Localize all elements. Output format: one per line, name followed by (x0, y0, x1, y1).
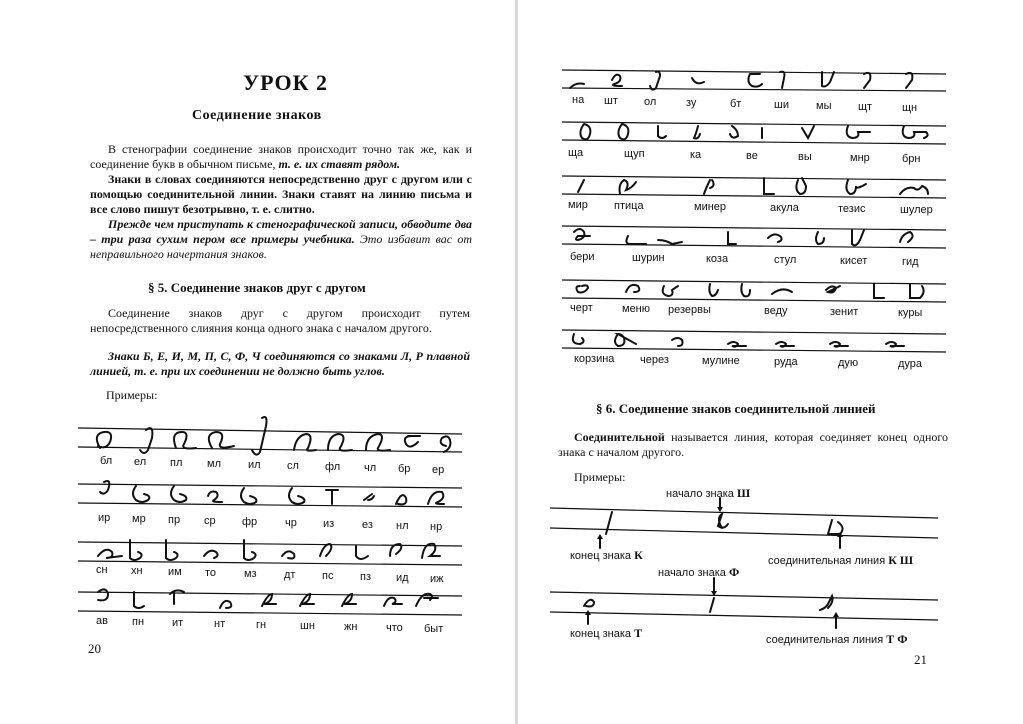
shorthand-sign (289, 488, 304, 504)
intro-paragraph-2: Знаки в словах соединяются непосредственно друг с другом или с помощью соединительной линии. Знаки ставят на линию письма и все слово пишут безотрывно, т. е. слитно. (90, 172, 472, 216)
shorthand-label: на (572, 94, 585, 106)
shorthand-label: шн (300, 620, 315, 632)
shorthand-label: дую (838, 357, 859, 369)
shorthand-label: корзина (574, 353, 615, 365)
shorthand-sign (852, 230, 864, 245)
shorthand-sign (906, 73, 912, 88)
shorthand-sign (396, 495, 406, 504)
shorthand-label: резервы (668, 304, 711, 316)
shorthand-sign (886, 342, 904, 347)
shorthand-sign (580, 124, 590, 139)
shorthand-sign (709, 284, 718, 296)
shorthand-label: шт (604, 95, 618, 107)
shorthand-sign (244, 540, 256, 560)
shorthand-sign (574, 229, 590, 240)
shorthand-sign (730, 126, 738, 138)
shorthand-sign (282, 551, 294, 558)
shorthand-sign (650, 72, 660, 90)
section-6-term: Соединительной (574, 430, 665, 444)
shorthand-label: бери (570, 251, 595, 263)
shorthand-sign (864, 73, 870, 88)
annotation-letter: К (634, 548, 643, 562)
writing-line (550, 508, 938, 518)
writing-line (562, 176, 946, 180)
shorthand-label: нт (214, 618, 226, 630)
shorthand-sign (241, 488, 256, 504)
writing-line (562, 298, 946, 302)
arrow-head (597, 534, 603, 539)
shorthand-sign (134, 592, 144, 608)
annotation-text: начало знака (658, 567, 726, 579)
shorthand-label: щт (858, 101, 873, 113)
shorthand-label: ща (568, 147, 584, 159)
annotation-connect-tf (766, 632, 908, 647)
annotation-start-sh (666, 486, 750, 501)
shorthand-sign (704, 180, 714, 194)
shorthand-label: иж (430, 573, 444, 585)
shorthand-label: черт (570, 302, 593, 314)
shorthand-label: мулине (702, 355, 740, 367)
shorthand-sign (910, 284, 924, 298)
shorthand-sign (728, 232, 736, 244)
shorthand-label: пл (170, 457, 183, 469)
writing-line (562, 88, 946, 91)
shorthand-sign (573, 334, 584, 344)
shorthand-sign-t (584, 600, 594, 607)
annotation-letter: Ш (737, 486, 751, 500)
shorthand-label: ср (204, 515, 216, 527)
annotation-letter: К Ш (888, 553, 914, 567)
shorthand-sign (776, 342, 794, 347)
shorthand-label: мр (132, 513, 146, 525)
page-number-left: 20 (88, 641, 101, 656)
shorthand-sign (802, 126, 814, 138)
shorthand-label: сл (287, 460, 299, 472)
shorthand-label: ол (644, 96, 657, 108)
shorthand-sign (663, 286, 678, 296)
intro-text-1: В стенографии соединение знаков происходит точно так же, как и соединение букв в обычном письме, (90, 142, 472, 171)
shorthand-label: щн (902, 102, 918, 114)
examples-label-left: Примеры: (106, 388, 158, 402)
shorthand-label: ит (172, 617, 184, 629)
shorthand-label: пн (132, 616, 145, 628)
shorthand-sign (140, 428, 152, 453)
shorthand-sign (620, 180, 637, 194)
writing-line (562, 244, 946, 248)
shorthand-sign (220, 601, 231, 608)
shorthand-label: гн (256, 619, 267, 631)
shorthand-sign (612, 75, 622, 86)
annotation-letter: Ф (729, 565, 740, 579)
shorthand-label: акула (770, 202, 799, 214)
shorthand-label: ил (248, 459, 261, 471)
shorthand-sign (262, 594, 276, 606)
shorthand-label: вы (798, 151, 812, 163)
right-page (518, 0, 1023, 724)
shorthand-label: бл (100, 455, 113, 467)
shorthand-label: птица (614, 200, 644, 212)
shorthand-label: жн (344, 621, 358, 633)
shorthand-sign (830, 342, 848, 347)
shorthand-sign (748, 74, 762, 87)
shorthand-label: ав (96, 615, 108, 627)
shorthand-sign (822, 72, 834, 87)
shorthand-label: нл (396, 520, 409, 532)
shorthand-label: бр (398, 463, 411, 475)
shorthand-label: что (386, 622, 403, 634)
shorthand-sign (692, 78, 704, 83)
shorthand-label: из (323, 518, 335, 530)
page-number-right: 21 (914, 652, 927, 667)
section-5-text: Соединение знаков друг с другом происходит путем непосредственного слияния конца одного знака с началом другого. (90, 306, 470, 335)
shorthand-label: хн (131, 565, 143, 577)
shorthand-sign (626, 236, 646, 244)
section-5-title: § 5. Соединение знаков друг с другом (148, 280, 366, 295)
shorthand-label: быт (424, 623, 444, 635)
writing-line (78, 428, 462, 434)
shorthand-label: мир (568, 199, 588, 211)
shorthand-sign (846, 180, 866, 194)
shorthand-label: стул (774, 254, 797, 266)
shorthand-sign-sh (718, 514, 728, 528)
shorthand-label: брн (902, 153, 921, 165)
shorthand-sign (900, 232, 913, 242)
writing-line (562, 226, 946, 230)
shorthand-label: мы (816, 100, 832, 112)
shorthand-sign (615, 334, 636, 346)
writing-line (550, 592, 938, 600)
section-5-rule: Знаки Б, Е, И, М, П, С, Ф, Ч соединяются со знаками Л, Р плавной линией, т. е. при их соединении не должно быть углов. (90, 349, 470, 378)
shorthand-sign-f (710, 598, 714, 612)
shorthand-sign (780, 72, 785, 88)
shorthand-label: ир (98, 512, 111, 524)
shorthand-sign (356, 546, 368, 559)
shorthand-label: шулер (900, 204, 933, 216)
shorthand-sign (658, 126, 666, 138)
shorthand-label: веду (764, 305, 788, 317)
shorthand-label: нр (430, 521, 443, 533)
shorthand-sign (728, 342, 746, 347)
shorthand-label: мз (244, 568, 257, 580)
shorthand-sign (658, 240, 682, 244)
shorthand-sign (204, 551, 218, 558)
shorthand-label: ид (396, 572, 409, 584)
writing-line (562, 122, 946, 126)
shorthand-label: пс (322, 570, 334, 582)
writing-line (562, 140, 946, 144)
shorthand-sign (847, 126, 870, 138)
shorthand-sign-k (606, 512, 612, 534)
shorthand-label: дт (284, 569, 296, 581)
shorthand-label: мнр (850, 152, 870, 164)
writing-line (562, 348, 946, 352)
shorthand-label: зенит (830, 306, 859, 318)
shorthand-label: чл (364, 462, 377, 474)
shorthand-label: фл (325, 461, 341, 473)
shorthand-sign (618, 124, 628, 139)
annotation-connect-ksh (768, 553, 913, 568)
shorthand-sign (98, 589, 108, 600)
intro-instruction: Прежде чем приступать к стенографической записи, обводите два – три раза сухим пером все примеры учебника. (90, 217, 472, 246)
shorthand-sign (98, 550, 122, 558)
shorthand-label: тезис (838, 203, 866, 215)
shorthand-sign (209, 432, 234, 448)
shorthand-label: куры (898, 307, 923, 319)
shorthand-label: минер (694, 201, 727, 213)
shorthand-label: то (205, 567, 217, 579)
shorthand-sign (576, 285, 588, 292)
topic-title: Соединение знаков (192, 108, 322, 123)
shorthand-sign (626, 285, 639, 292)
shorthand-sign (364, 494, 374, 500)
shorthand-sign (294, 434, 316, 451)
shorthand-label: ез (362, 519, 373, 531)
shorthand-sign (100, 481, 109, 494)
shorthand-label: бт (730, 98, 742, 110)
annotation-letter: Т Ф (886, 632, 908, 646)
section-6-definition: называется линия, которая соединяет конец одного знака с началом другого. (558, 430, 949, 459)
shorthand-sign (342, 594, 356, 606)
shorthand-label: ве (746, 150, 758, 162)
shorthand-label: пз (360, 571, 371, 583)
shorthand-sign (208, 492, 222, 503)
section-6-title: § 6. Соединение знаков соединительной линией (596, 401, 876, 416)
writing-line (78, 542, 462, 546)
shorthand-sign (570, 84, 584, 89)
shorthand-sign (171, 486, 186, 502)
shorthand-label: кисет (840, 255, 868, 267)
writing-line (78, 447, 462, 452)
shorthand-label: им (168, 566, 182, 578)
shorthand-sign (816, 232, 824, 244)
shorthand-sign (366, 434, 390, 451)
shorthand-sign (578, 180, 584, 192)
annotation-text: начало знака (666, 488, 734, 500)
shorthand-label: шурин (632, 252, 665, 264)
shorthand-sign (133, 486, 149, 502)
shorthand-sign (405, 436, 420, 447)
shorthand-sign (826, 286, 840, 293)
shorthand-label: ел (134, 456, 147, 468)
shorthand-label: ши (774, 99, 789, 111)
shorthand-label: коза (706, 253, 729, 265)
arrow-head (717, 507, 723, 512)
shorthand-sign (900, 186, 928, 194)
lesson-title: УРОК 2 (243, 70, 329, 95)
shorthand-label: руда (774, 356, 798, 368)
shorthand-label: через (640, 354, 669, 366)
shorthand-sign (768, 234, 782, 242)
arrow-head (833, 612, 839, 617)
shorthand-label: гид (902, 256, 919, 268)
annotation-letter: Т (634, 626, 643, 640)
shorthand-sign (300, 594, 314, 606)
shorthand-sign (328, 434, 352, 451)
shorthand-label: мл (207, 458, 221, 470)
writing-line (550, 612, 938, 620)
shorthand-label: меню (622, 303, 651, 315)
shorthand-label: зу (686, 97, 697, 109)
shorthand-sign (903, 126, 928, 138)
shorthand-sign (741, 284, 750, 296)
writing-line (562, 280, 946, 284)
shorthand-label: ка (690, 149, 702, 161)
shorthand-sign (694, 126, 700, 139)
shorthand-sign (764, 178, 774, 194)
shorthand-label: щуп (624, 148, 645, 160)
shorthand-sign-ksh (828, 520, 843, 534)
shorthand-sign (428, 492, 444, 504)
shorthand-sign (441, 436, 451, 452)
shorthand-label: чр (285, 517, 297, 529)
shorthand-label: фр (242, 516, 258, 528)
shorthand-label: сн (96, 564, 108, 576)
shorthand-sign (97, 432, 111, 448)
shorthand-sign (320, 544, 331, 556)
annotation-text: соединительная линия (766, 634, 884, 646)
shorthand-sign (796, 178, 806, 194)
intro-instruction-tail: Это избавит вас от неправильного начертания знаков. (90, 232, 473, 261)
examples-label-right: Примеры: (574, 470, 626, 484)
annotation-text: соединительная линия (768, 555, 886, 567)
annotation-start-f (658, 565, 739, 580)
shorthand-sign (326, 490, 338, 504)
annotation-text: конец знака (570, 628, 632, 640)
annotation-text: конец знака (570, 550, 632, 562)
shorthand-sign (874, 284, 884, 298)
shorthand-sign (174, 432, 196, 449)
annotation-end-t (570, 626, 642, 641)
writing-line (78, 611, 462, 615)
section-6-text (558, 430, 948, 460)
shorthand-sign (672, 338, 683, 346)
shorthand-label: дура (898, 358, 923, 370)
annotation-end-k (570, 548, 643, 563)
shorthand-label: ер (432, 464, 445, 476)
intro-emphasis: т. е. их ставят рядом. (278, 157, 401, 171)
shorthand-label: пр (168, 514, 181, 526)
shorthand-sign (384, 598, 402, 606)
shorthand-sign (772, 289, 792, 294)
